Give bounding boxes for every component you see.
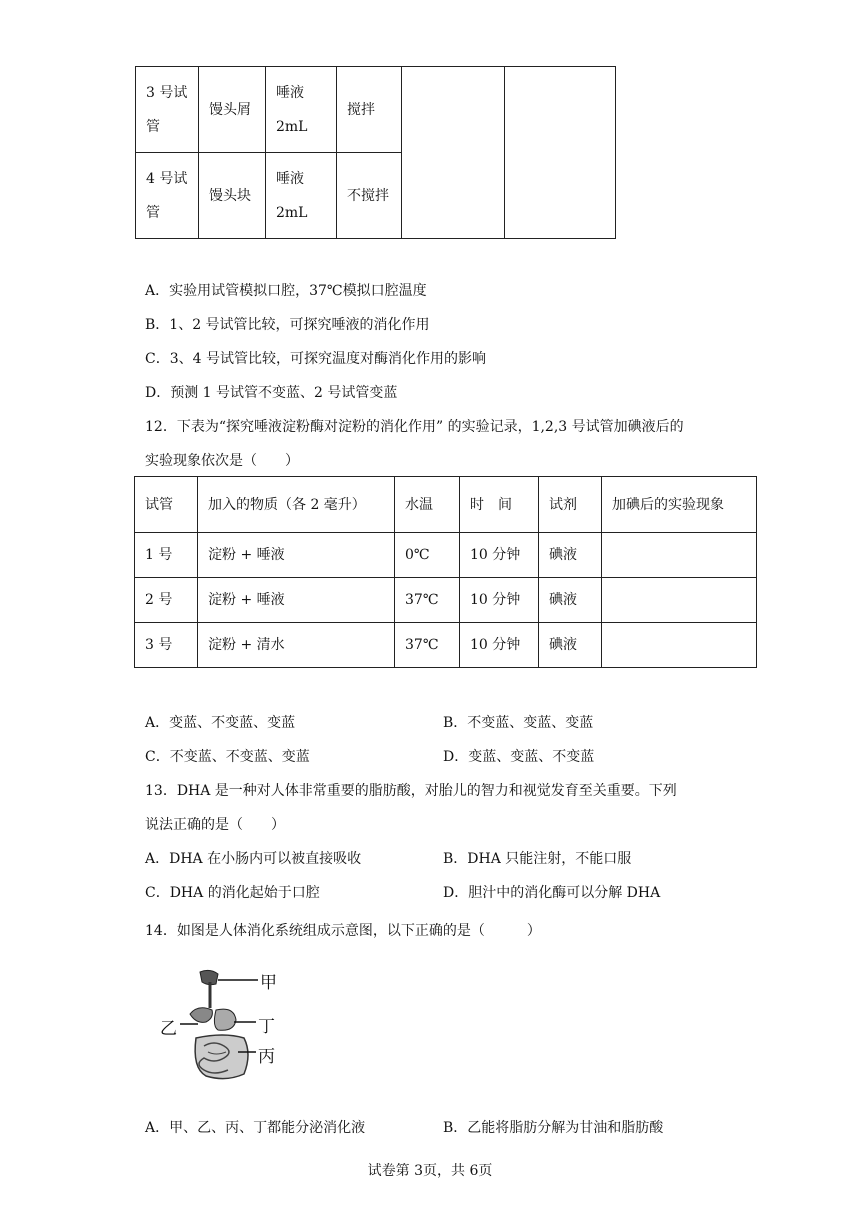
table-cell: 馒头块	[199, 153, 266, 239]
table-cell: 0℃	[395, 533, 460, 578]
table-row	[135, 578, 757, 623]
q12-option-c: C．不变蓝、不变蓝、变蓝	[145, 749, 310, 765]
q12-option-b: B．不变蓝、变蓝、变蓝	[443, 715, 594, 731]
label-jia: 甲	[260, 973, 277, 993]
table-cell	[402, 67, 505, 239]
table-row	[135, 533, 757, 578]
table-cell: 唾液 2mL	[266, 153, 337, 239]
table-cell: 4 号试管	[136, 153, 199, 239]
table-cell: 10 分钟	[460, 623, 539, 668]
q12-option-d: D．变蓝、变蓝、不变蓝	[443, 749, 595, 765]
q13-option-b: B．DHA 只能注射，不能口服	[443, 851, 632, 867]
q14-option-b: B．乙能将脂肪分解为甘油和脂肪酸	[443, 1120, 664, 1136]
table-cell: 37℃	[395, 578, 460, 623]
table-header: 加碘后的实验现象	[602, 477, 757, 533]
table-cell: 馒头屑	[199, 67, 266, 153]
table-cell	[505, 67, 616, 239]
table-cell: 37℃	[395, 623, 460, 668]
table-cell: 淀粉 + 唾液	[198, 533, 395, 578]
table-cell: 3 号	[135, 623, 198, 668]
table-cell: 不搅拌	[337, 153, 402, 239]
q13-stem-line1: 13．DHA 是一种对人体非常重要的脂肪酸，对胎儿的智力和视觉发育至关重要。下列	[145, 783, 677, 799]
table-cell: 碘液	[539, 623, 602, 668]
table-cell: 1 号	[135, 533, 198, 578]
digestive-system-diagram	[160, 968, 290, 1088]
table-cell: 淀粉 + 唾液	[198, 578, 395, 623]
page-footer: 试卷第 3页，共 6页	[367, 1163, 493, 1179]
label-yi: 乙	[160, 1019, 177, 1039]
table-header: 试剂	[539, 477, 602, 533]
table-cell: 碘液	[539, 578, 602, 623]
table-cell	[602, 533, 757, 578]
q12-table	[134, 476, 757, 668]
table-cell: 2 号	[135, 578, 198, 623]
q11-option-b: B．1、2 号试管比较，可探究唾液的消化作用	[145, 317, 430, 333]
table-row	[135, 623, 757, 668]
q13-option-a: A．DHA 在小肠内可以被直接吸收	[145, 851, 362, 867]
q14-option-a: A．甲、乙、丙、丁都能分泌消化液	[145, 1120, 366, 1136]
table-header: 水温	[395, 477, 460, 533]
table-cell: 3 号试管	[136, 67, 199, 153]
table-cell: 搅拌	[337, 67, 402, 153]
q13-stem-line2: 说法正确的是（ ）	[145, 817, 285, 833]
table-cell: 10 分钟	[460, 533, 539, 578]
q12-stem-line1: 12．下表为“探究唾液淀粉酶对淀粉的消化作用” 的实验记录，1,2,3 号试管加碘液后的	[145, 419, 684, 435]
table-cell: 10 分钟	[460, 578, 539, 623]
table-header: 时 间	[460, 477, 539, 533]
label-bing: 丙	[258, 1047, 275, 1067]
table-cell: 碘液	[539, 533, 602, 578]
q14-stem: 14．如图是人体消化系统组成示意图，以下正确的是（ ）	[145, 923, 541, 939]
q11-option-d: D．预测 1 号试管不变蓝、2 号试管变蓝	[145, 385, 398, 401]
table-header: 试管	[135, 477, 198, 533]
q12-option-a: A．变蓝、不变蓝、变蓝	[145, 715, 296, 731]
table-header: 加入的物质（各 2 毫升）	[198, 477, 395, 533]
q13-option-d: D．胆汁中的消化酶可以分解 DHA	[443, 885, 661, 901]
q12-stem-line2: 实验现象依次是（ ）	[145, 453, 299, 469]
table-cell	[602, 623, 757, 668]
q13-option-c: C．DHA 的消化起始于口腔	[145, 885, 320, 901]
table-cell	[602, 578, 757, 623]
experiment-table-continued	[135, 66, 616, 239]
q11-option-a: A．实验用试管模拟口腔，37℃模拟口腔温度	[145, 283, 427, 299]
table-cell: 淀粉 + 清水	[198, 623, 395, 668]
table-cell: 唾液 2mL	[266, 67, 337, 153]
q11-option-c: C．3、4 号试管比较，可探究温度对酶消化作用的影响	[145, 351, 486, 367]
label-ding: 丁	[258, 1017, 275, 1037]
